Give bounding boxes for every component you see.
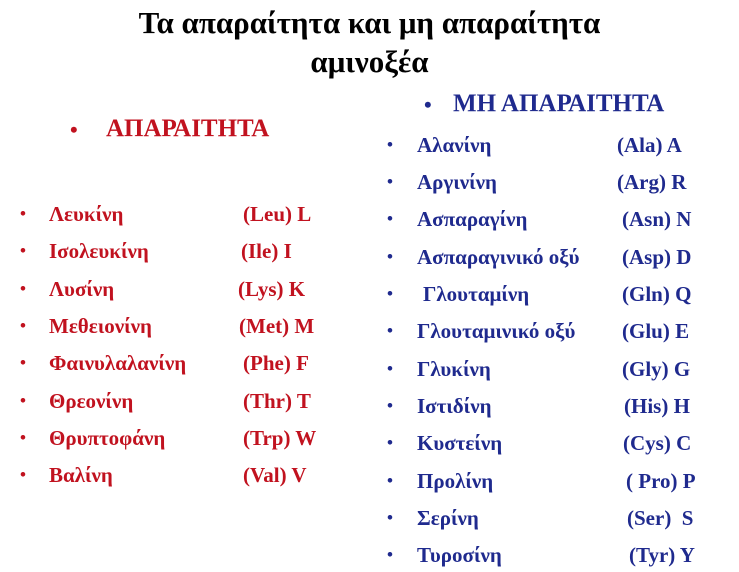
bullet-icon: • <box>20 241 26 260</box>
amino-acid-code: (Gln) Q <box>622 282 692 306</box>
bullet-icon: • <box>387 359 393 378</box>
amino-acid-code: (Val) V <box>243 463 307 487</box>
amino-acid-name: Θρεονίνη <box>49 389 134 413</box>
amino-acid-name: Λευκίνη <box>49 202 124 226</box>
amino-acid-name: Σερίνη <box>417 506 479 530</box>
non-essential-heading-label: ΜΗ ΑΠΑΡΑΙΤΗΤΑ <box>453 90 665 117</box>
amino-acid-name: Φαινυλαλανίνη <box>49 351 187 375</box>
amino-acid-code: (Leu) L <box>243 202 312 226</box>
amino-acid-code: (Met) M <box>239 314 315 338</box>
amino-acid-name: Θρυπτοφάνη <box>49 426 166 450</box>
amino-acid-code: (Ile) I <box>241 239 292 263</box>
amino-acid-name: Αλανίνη <box>417 133 492 157</box>
amino-acid-code: (Arg) R <box>617 170 687 194</box>
amino-acid-name: Αργινίνη <box>417 170 497 194</box>
bullet-icon: • <box>424 92 432 117</box>
amino-acid-name: Κυστείνη <box>417 431 503 455</box>
amino-acid-name: Βαλίνη <box>49 463 113 487</box>
amino-acid-name: Λυσίνη <box>49 277 115 301</box>
bullet-icon: • <box>70 117 78 142</box>
amino-acid-code: (Asn) N <box>622 207 692 231</box>
amino-acid-name: Γλουταμίνη <box>423 282 530 306</box>
bullet-icon: • <box>20 428 26 447</box>
bullet-icon: • <box>20 316 26 335</box>
bullet-icon: • <box>387 284 393 303</box>
bullet-icon: • <box>387 508 393 527</box>
amino-acid-code: (Trp) W <box>243 426 317 450</box>
bullet-icon: • <box>387 247 393 266</box>
essential-heading-label: ΑΠΑΡΑΙΤΗΤΑ <box>106 115 270 142</box>
amino-acid-code: (His) H <box>624 394 690 418</box>
amino-acid-code: (Cys) C <box>623 431 692 455</box>
bullet-icon: • <box>387 545 393 564</box>
amino-acid-code: (Phe) F <box>243 351 309 375</box>
bullet-icon: • <box>387 321 393 340</box>
bullet-icon: • <box>387 433 393 452</box>
amino-acid-name: Ισολευκίνη <box>49 239 149 263</box>
amino-acid-name: Γλυκίνη <box>417 357 491 381</box>
amino-acid-name: Ασπαραγινικό οξύ <box>417 245 580 269</box>
title-line-1: Τα απαραίτητα και μη απαραίτητα <box>138 5 601 40</box>
bullet-icon: • <box>387 396 393 415</box>
amino-acid-name: Μεθειονίνη <box>49 314 152 338</box>
amino-acid-name: Τυροσίνη <box>417 543 502 567</box>
amino-acid-code: (Ala) A <box>617 133 682 157</box>
bullet-icon: • <box>20 391 26 410</box>
bullet-icon: • <box>20 353 26 372</box>
bullet-icon: • <box>387 471 393 490</box>
amino-acid-code: (Asp) D <box>622 245 692 269</box>
amino-acid-name: Προλίνη <box>417 469 494 493</box>
bullet-icon: • <box>20 204 26 223</box>
bullet-icon: • <box>387 135 393 154</box>
amino-acid-code: (Lys) K <box>238 277 306 301</box>
page-title <box>0 3 739 81</box>
title-line-2: αμινοξέα <box>310 44 429 79</box>
amino-acid-code: (Glu) E <box>622 319 690 343</box>
amino-acid-code: (Tyr) Y <box>629 543 695 567</box>
amino-acid-name: Γλουταμινικό οξύ <box>417 319 576 343</box>
amino-acid-code: ( Pro) P <box>626 469 696 493</box>
amino-acid-code: (Ser) S <box>627 506 694 530</box>
bullet-icon: • <box>387 172 393 191</box>
bullet-icon: • <box>387 209 393 228</box>
bullet-icon: • <box>20 279 26 298</box>
amino-acid-name: Ασπαραγίνη <box>417 207 528 231</box>
amino-acid-code: (Thr) T <box>243 389 311 413</box>
amino-acid-code: (Gly) G <box>622 357 691 381</box>
bullet-icon: • <box>20 465 26 484</box>
amino-acid-name: Ιστιδίνη <box>417 394 492 418</box>
